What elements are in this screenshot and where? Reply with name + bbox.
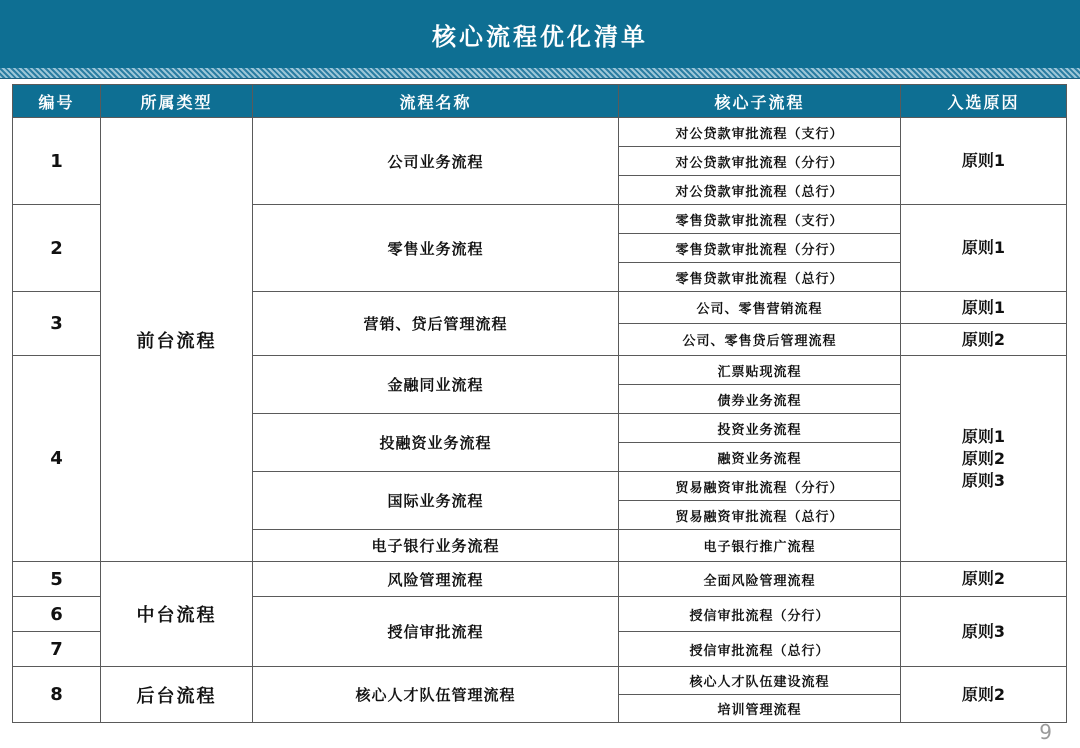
row-id: 3 bbox=[13, 292, 101, 356]
subprocess: 电子银行推广流程 bbox=[619, 530, 901, 562]
subprocess: 授信审批流程（总行） bbox=[619, 632, 901, 667]
reason bbox=[901, 118, 1067, 205]
subprocess: 公司、零售营销流程 bbox=[619, 292, 901, 324]
process-name: 电子银行业务流程 bbox=[253, 530, 619, 562]
process-name: 授信审批流程 bbox=[253, 597, 619, 667]
subprocess: 汇票贴现流程 bbox=[619, 356, 901, 385]
process-name: 风险管理流程 bbox=[253, 562, 619, 597]
process-name: 核心人才队伍管理流程 bbox=[253, 667, 619, 723]
row-id: 6 bbox=[13, 597, 101, 632]
process-name: 营销、贷后管理流程 bbox=[253, 292, 619, 356]
col-header-category: 所属类型 bbox=[101, 85, 253, 118]
process-name: 公司业务流程 bbox=[253, 118, 619, 205]
reason-item: 原则3 bbox=[961, 621, 1006, 641]
page-number: 9 bbox=[1039, 720, 1052, 744]
reason bbox=[901, 356, 1067, 562]
subprocess: 对公贷款审批流程（总行） bbox=[619, 176, 901, 205]
subprocess: 贸易融资审批流程（分行） bbox=[619, 472, 901, 501]
col-header-reason: 入选原因 bbox=[901, 85, 1067, 118]
reason-item: 原则1 bbox=[961, 238, 1006, 257]
row-id: 8 bbox=[13, 667, 101, 723]
subprocess: 零售贷款审批流程（总行） bbox=[619, 263, 901, 292]
subprocess: 对公贷款审批流程（分行） bbox=[619, 147, 901, 176]
reason-item: 原则1 bbox=[961, 297, 1006, 317]
col-header-process: 流程名称 bbox=[253, 85, 619, 118]
process-name: 零售业务流程 bbox=[253, 205, 619, 292]
reason bbox=[901, 667, 1067, 723]
reason-item: 原则2 bbox=[961, 448, 1006, 468]
row-id: 5 bbox=[13, 562, 101, 597]
subprocess: 贸易融资审批流程（总行） bbox=[619, 501, 901, 530]
category-middle: 中台流程 bbox=[101, 562, 253, 667]
table-row bbox=[13, 562, 1067, 597]
reason-item: 原则2 bbox=[961, 684, 1006, 704]
page-title: 核心流程优化清单 bbox=[432, 22, 648, 51]
reason bbox=[901, 324, 1067, 356]
row-id: 7 bbox=[13, 632, 101, 667]
header-row bbox=[13, 85, 1067, 118]
process-name: 投融资业务流程 bbox=[253, 414, 619, 472]
title-bar bbox=[0, 0, 1080, 68]
row-id: 2 bbox=[13, 205, 101, 292]
col-header-id: 编号 bbox=[13, 85, 101, 118]
subprocess: 零售贷款审批流程（分行） bbox=[619, 234, 901, 263]
reason bbox=[901, 562, 1067, 597]
col-header-subprocess: 核心子流程 bbox=[619, 85, 901, 118]
subprocess: 全面风险管理流程 bbox=[619, 562, 901, 597]
subprocess: 零售贷款审批流程（支行） bbox=[619, 205, 901, 234]
category-back: 后台流程 bbox=[101, 667, 253, 723]
process-name: 金融同业流程 bbox=[253, 356, 619, 414]
table-row bbox=[13, 118, 1067, 147]
decorative-band bbox=[0, 68, 1080, 79]
subprocess: 投资业务流程 bbox=[619, 414, 901, 443]
reason-item: 原则2 bbox=[961, 569, 1006, 588]
reason bbox=[901, 292, 1067, 324]
reason-item: 原则1 bbox=[961, 426, 1006, 446]
reason-item: 原则3 bbox=[961, 470, 1006, 490]
reason bbox=[901, 597, 1067, 667]
row-id: 1 bbox=[13, 118, 101, 205]
row-id: 4 bbox=[13, 356, 101, 562]
subprocess: 融资业务流程 bbox=[619, 443, 901, 472]
subprocess: 培训管理流程 bbox=[619, 695, 901, 723]
subprocess: 对公贷款审批流程（支行） bbox=[619, 118, 901, 147]
process-table bbox=[12, 84, 1067, 723]
subprocess: 授信审批流程（分行） bbox=[619, 597, 901, 632]
category-front: 前台流程 bbox=[101, 118, 253, 562]
reason bbox=[901, 205, 1067, 292]
subprocess: 公司、零售贷后管理流程 bbox=[619, 324, 901, 356]
subprocess: 债券业务流程 bbox=[619, 385, 901, 414]
reason-item: 原则2 bbox=[961, 329, 1006, 349]
reason-item: 原则1 bbox=[961, 151, 1006, 170]
table-row bbox=[13, 667, 1067, 695]
subprocess: 核心人才队伍建设流程 bbox=[619, 667, 901, 695]
process-name: 国际业务流程 bbox=[253, 472, 619, 530]
